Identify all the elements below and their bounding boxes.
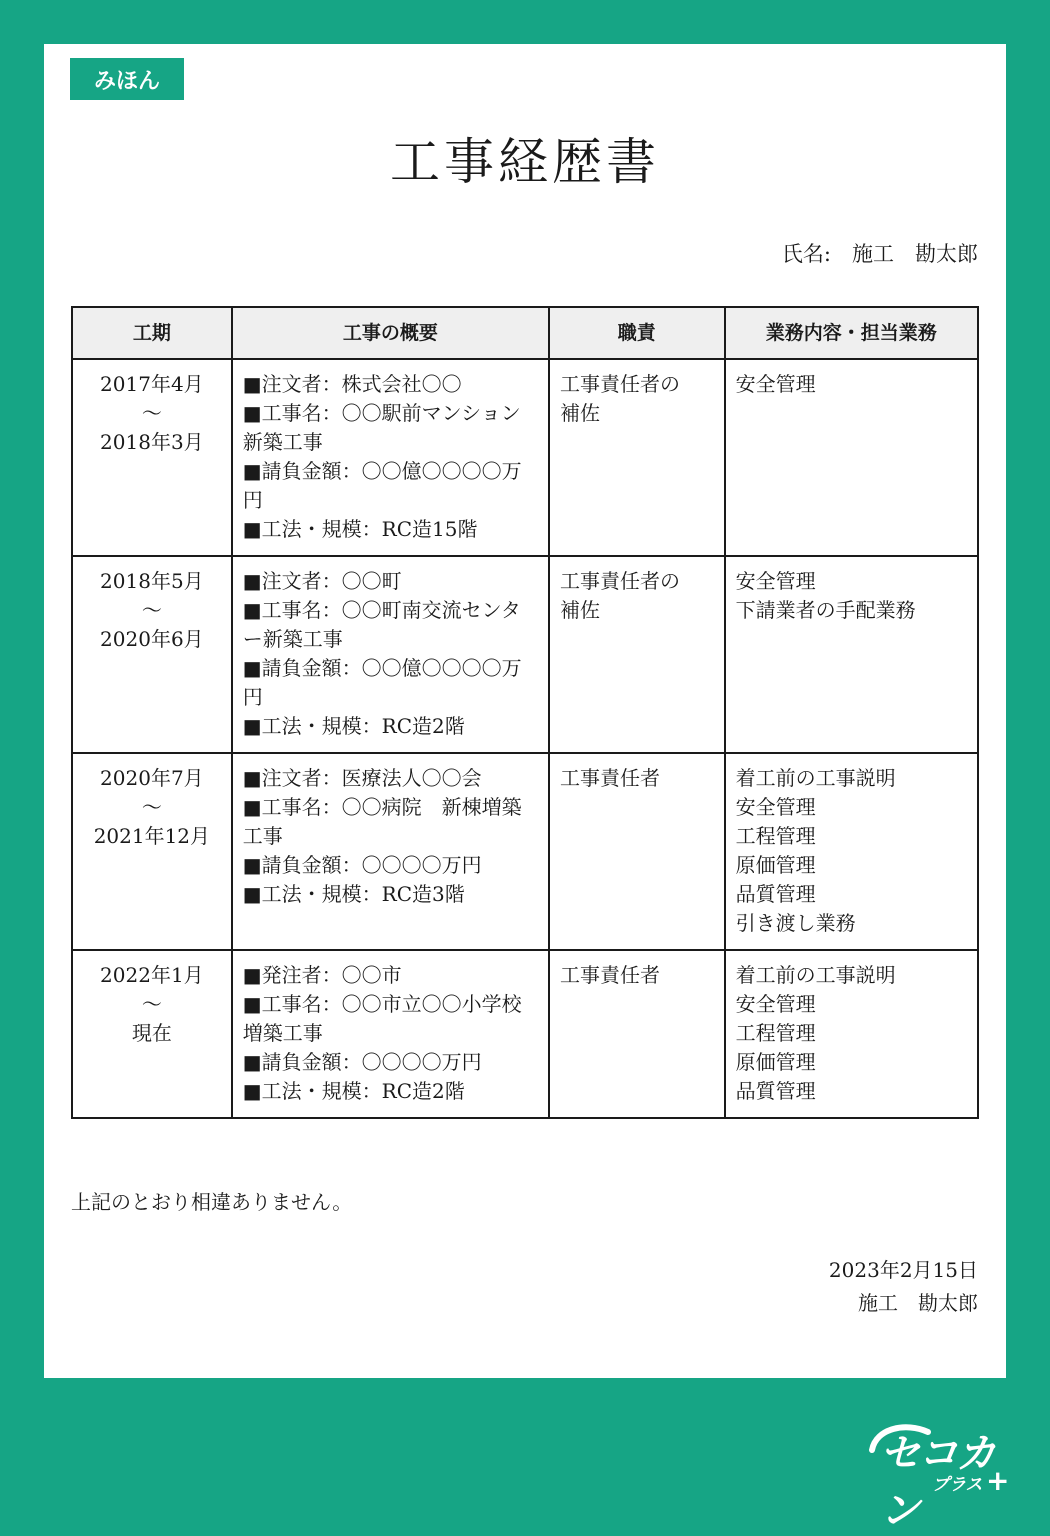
header-overview: 工事の概要 <box>232 307 549 359</box>
period-tilde: ～ <box>141 992 162 1016</box>
period-end: 現在 <box>131 1021 172 1045</box>
role-cell <box>549 359 725 556</box>
period-tilde: ～ <box>141 401 162 425</box>
period-start: 2020年7月 <box>100 766 204 790</box>
work-history-table <box>71 306 979 1119</box>
duty-item: 品質管理 <box>735 882 816 906</box>
overview-cell: ■注文者：医療法人〇〇会 ■工事名：〇〇病院 新棟増築工事 ■請負金額：〇〇〇〇万円 ■工法・規模：RC造3階 <box>232 753 549 950</box>
role-line: 補佐 <box>559 401 600 425</box>
duty-item: 品質管理 <box>735 1079 816 1103</box>
role-line: 工事責任者の <box>559 372 680 396</box>
duties-cell <box>725 950 978 1118</box>
header-role: 職責 <box>549 307 725 359</box>
role-line: 工事責任者の <box>559 569 680 593</box>
duty-item: 工程管理 <box>735 824 816 848</box>
closing-statement: 上記のとおり相違ありません。 <box>71 1190 353 1214</box>
role-cell <box>549 950 725 1118</box>
duty-item: 原価管理 <box>735 1050 816 1074</box>
duties-cell <box>725 359 978 556</box>
duty-item: 下請業者の手配業務 <box>735 598 916 622</box>
duty-item: 引き渡し業務 <box>735 911 856 935</box>
table-row <box>72 359 978 556</box>
period-end: 2021年12月 <box>93 824 211 848</box>
role-line: 補佐 <box>559 598 600 622</box>
role-line: 工事責任者 <box>559 963 660 987</box>
overview-cell: ■発注者：〇〇市 ■工事名：〇〇市立〇〇小学校増築工事 ■請負金額：〇〇〇〇万円 ■工法・規模：RC造2階 <box>232 950 549 1118</box>
duties-cell <box>725 556 978 753</box>
document-sheet <box>44 44 1006 1378</box>
period-cell <box>72 950 232 1118</box>
duty-item: 安全管理 <box>735 795 816 819</box>
duty-item: 安全管理 <box>735 569 816 593</box>
duty-item: 着工前の工事説明 <box>735 766 896 790</box>
role-cell <box>549 556 725 753</box>
period-start: 2017年4月 <box>100 372 204 396</box>
table-header-row <box>72 307 978 359</box>
period-cell <box>72 753 232 950</box>
period-start: 2022年1月 <box>100 963 204 987</box>
period-tilde: ～ <box>141 795 162 819</box>
duty-item: 原価管理 <box>735 853 816 877</box>
signature-name: 施工 勘太郎 <box>858 1291 978 1315</box>
header-duties: 業務内容・担当業務 <box>725 307 978 359</box>
duty-item: 工程管理 <box>735 1021 816 1045</box>
period-cell <box>72 556 232 753</box>
brand-plus: + <box>986 1464 1010 1497</box>
brand-name: セコカン <box>880 1431 994 1534</box>
duty-item: 安全管理 <box>735 372 816 396</box>
duty-item: 安全管理 <box>735 992 816 1016</box>
document-title: 工事経歴書 <box>390 133 660 191</box>
duty-item: 着工前の工事説明 <box>735 963 896 987</box>
sample-badge: みほん <box>70 58 184 100</box>
overview-cell: ■注文者：〇〇町 ■工事名：〇〇町南交流センター新築工事 ■請負金額：〇〇億〇〇〇〇万円 ■工法・規模：RC造2階 <box>232 556 549 753</box>
brand-subtitle: プラス <box>932 1475 983 1495</box>
period-end: 2020年6月 <box>100 627 204 651</box>
table-row <box>72 950 978 1118</box>
signature-date: 2023年2月15日 <box>828 1258 978 1282</box>
period-end: 2018年3月 <box>100 430 204 454</box>
period-tilde: ～ <box>141 598 162 622</box>
role-cell <box>549 753 725 950</box>
table-row <box>72 753 978 950</box>
table-row <box>72 556 978 753</box>
duties-cell <box>725 753 978 950</box>
brand-logo <box>866 1418 1016 1534</box>
period-cell <box>72 359 232 556</box>
header-period: 工期 <box>72 307 232 359</box>
applicant-name: 氏名: 施工 勘太郎 <box>781 242 978 266</box>
role-line: 工事責任者 <box>559 766 660 790</box>
period-start: 2018年5月 <box>100 569 204 593</box>
overview-cell: ■注文者：株式会社〇〇 ■工事名：〇〇駅前マンション新築工事 ■請負金額：〇〇億〇〇〇〇万円 ■工法・規模：RC造15階 <box>232 359 549 556</box>
